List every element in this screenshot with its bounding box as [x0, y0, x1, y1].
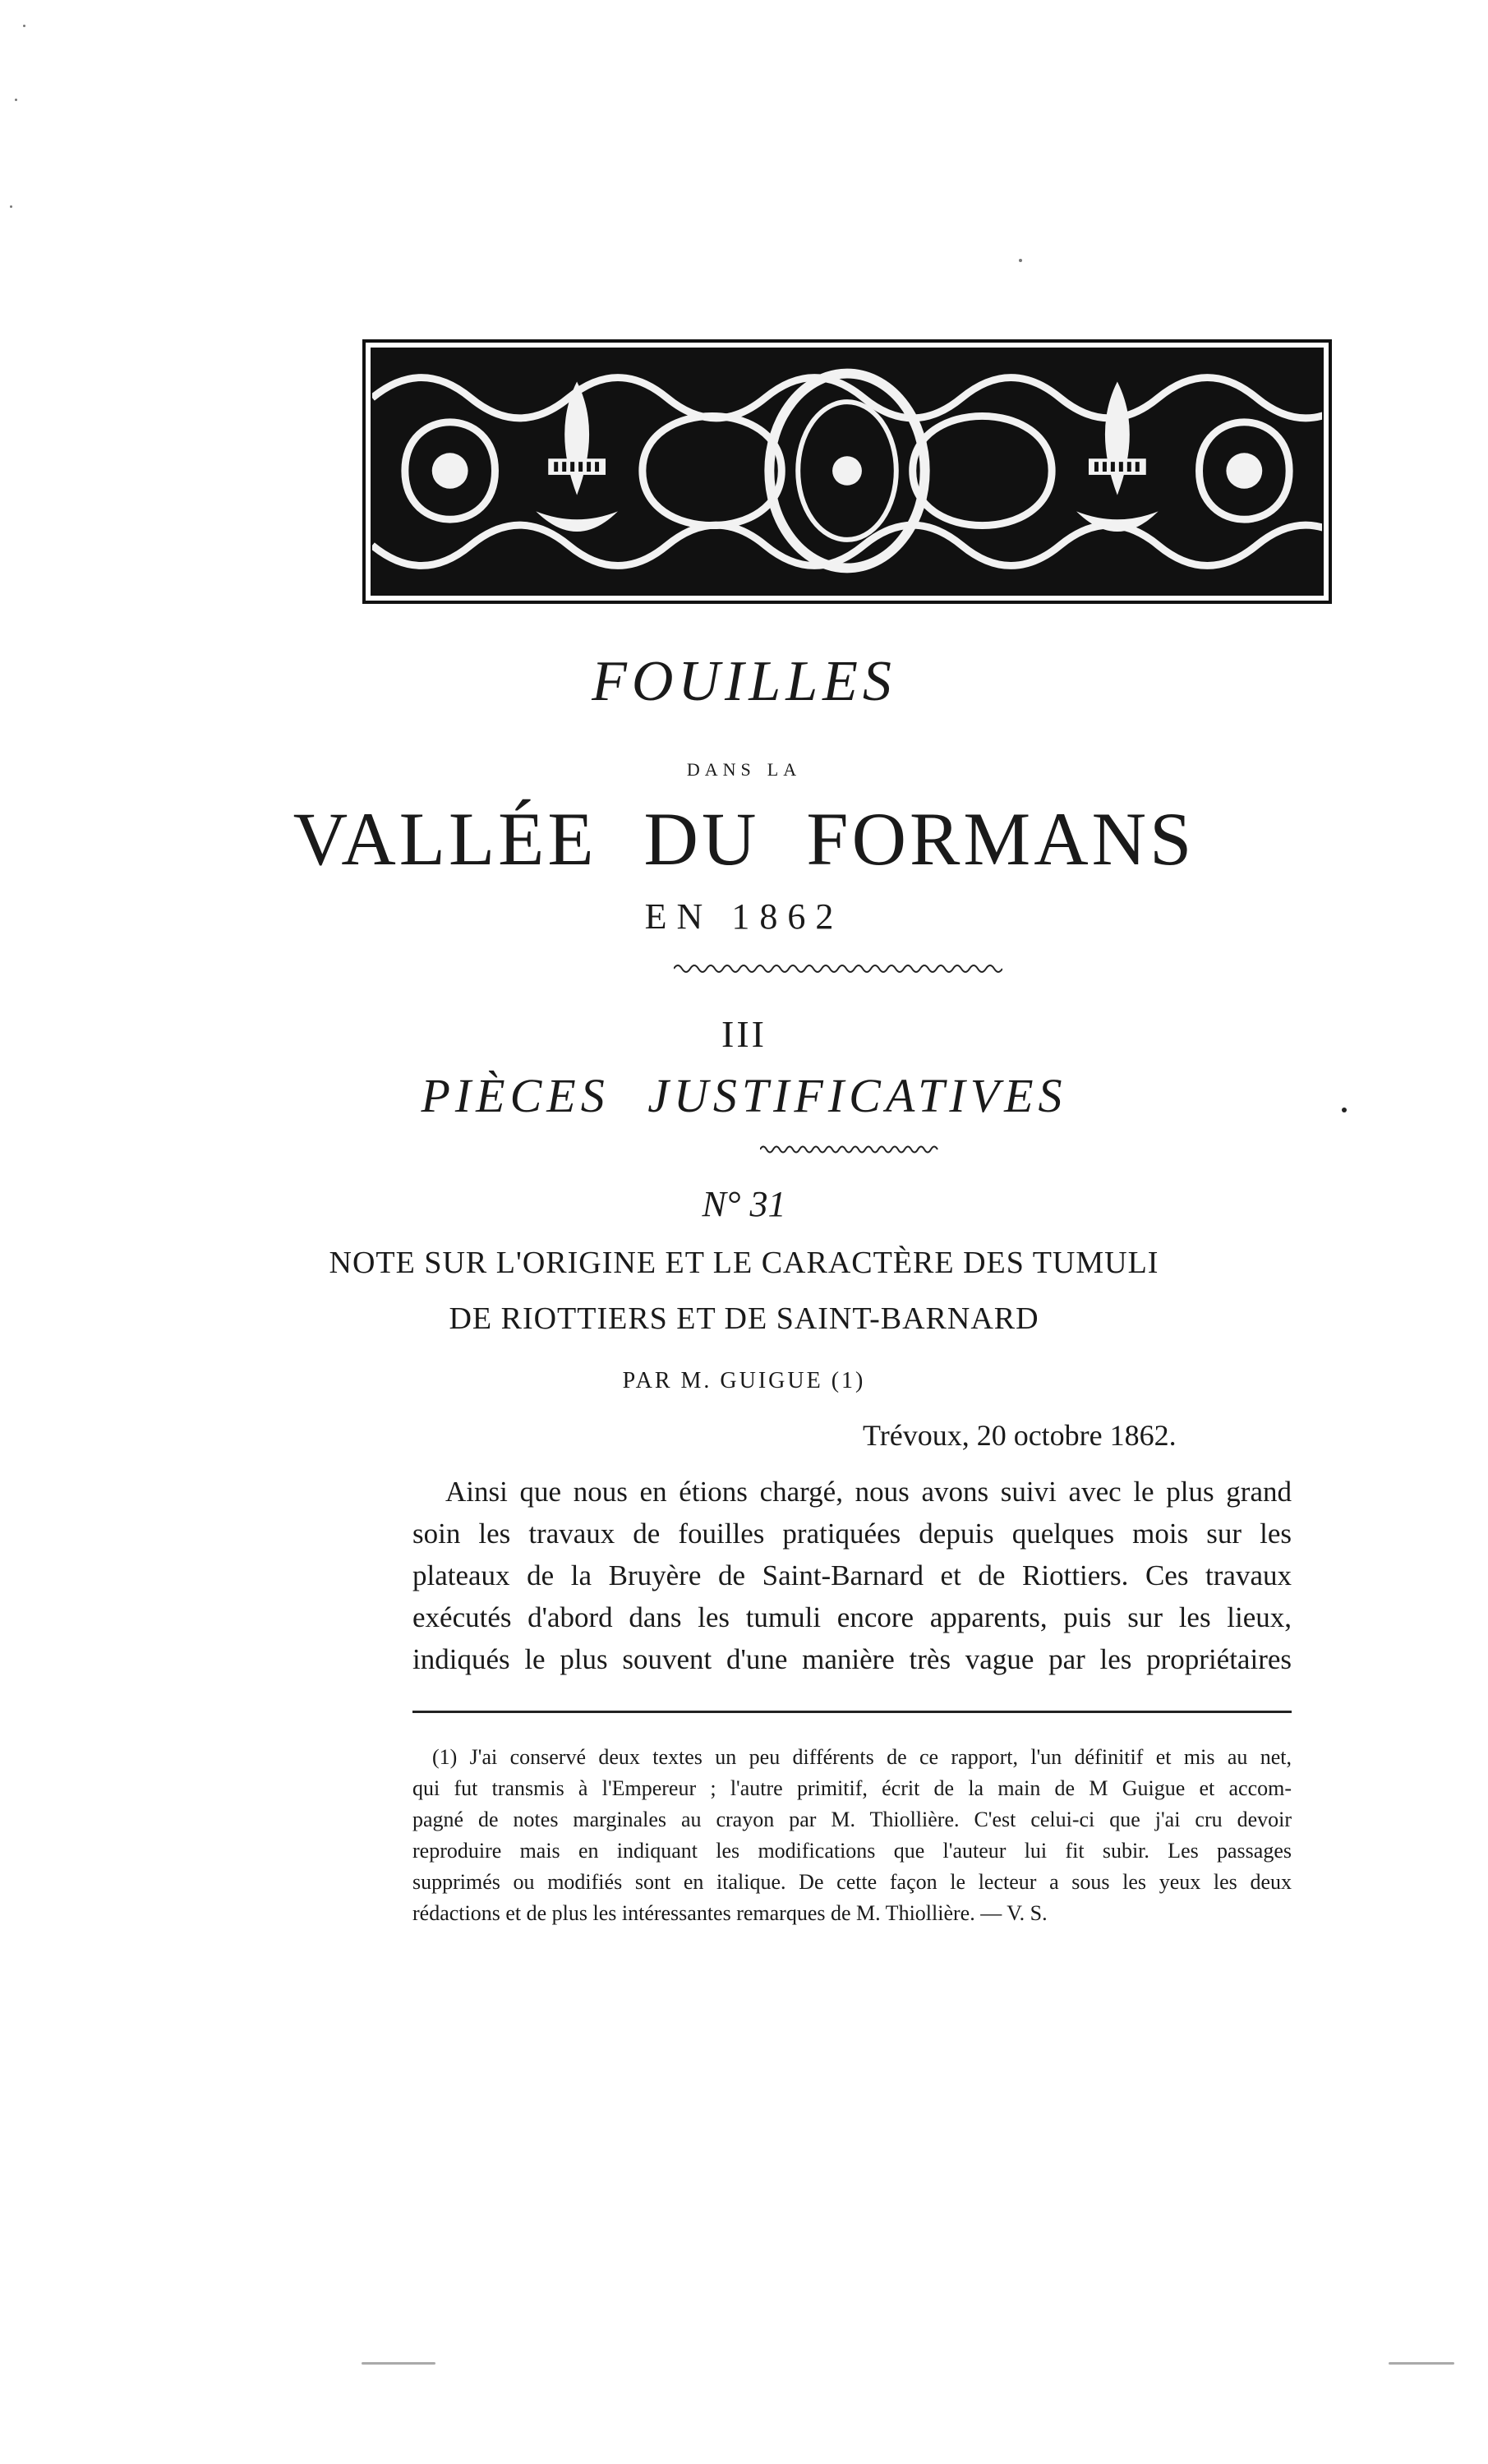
- wavy-divider: [674, 960, 1002, 978]
- body-line: Ainsi que nous en étions chargé, nous avons suivi avec le plus grand: [445, 1476, 1292, 1508]
- footnote-line: rédactions et de plus les intéressantes remarques de M. Thiollière. — V. S.: [412, 1901, 1048, 1925]
- place-date: Trévoux, 20 octobre 1862.: [863, 1419, 1177, 1452]
- document-title-line2: DE RIOTTIERS ET DE SAINT-BARNARD: [449, 1301, 1039, 1336]
- footnote-line: pagné de notes marginales au crayon par M. Thiollière. C'est celui-ci que j'ai cru devoir: [412, 1808, 1292, 1831]
- footnote-line: reproduire mais en indiquant les modifications que l'auteur lui fit subir. Les passages: [412, 1839, 1292, 1863]
- scan-speck: [1342, 1108, 1347, 1112]
- body-line: exécutés d'abord dans les tumuli encore apparents, puis sur les lieux,: [412, 1601, 1292, 1633]
- scan-speck: [1019, 259, 1022, 262]
- scan-speck: [15, 99, 17, 101]
- body-line: soin les travaux de fouilles pratiquées depuis quelques mois sur les: [412, 1518, 1292, 1550]
- footnote: [412, 1742, 1292, 1929]
- scan-speck: [362, 2362, 435, 2365]
- title-fouilles: FOUILLES: [592, 650, 896, 713]
- document-title-line1: NOTE SUR L'ORIGINE ET LE CARACTÈRE DES TUMULI: [329, 1246, 1159, 1280]
- footnote-line: supprimés ou modifiés sont en italique. De cette façon le lecteur a sous les yeux les deux: [412, 1870, 1292, 1894]
- body-paragraph: [412, 1471, 1292, 1680]
- ornament-pattern: [372, 349, 1322, 594]
- title-vallee: VALLÉE DU FORMANS: [293, 797, 1195, 881]
- document-author: PAR M. GUIGUE (1): [622, 1368, 866, 1393]
- body-line: plateaux de la Bruyère de Saint-Barnard et de Riottiers. Ces travaux: [412, 1559, 1292, 1591]
- footnote-rule: [412, 1711, 1292, 1713]
- section-number: III: [721, 1013, 767, 1055]
- footnote-line: (1) J'ai conservé deux textes un peu différents de ce rapport, l'un définitif et mis au net,: [432, 1745, 1292, 1769]
- footnote-line: qui fut transmis à l'Empereur ; l'autre primitif, écrit de la main de M Guigue et accom-: [412, 1776, 1292, 1800]
- scan-speck: [23, 25, 25, 27]
- body-line: indiqués le plus souvent d'une manière très vague par les propriétaires: [412, 1643, 1292, 1675]
- scan-speck: [1389, 2362, 1454, 2365]
- decorative-ornament-band: [362, 339, 1332, 604]
- section-heading: PIÈCES JUSTIFICATIVES: [421, 1069, 1067, 1122]
- title-dans-la: dans la: [686, 752, 802, 781]
- title-year: EN 1862: [644, 896, 844, 937]
- scan-speck: [10, 205, 12, 208]
- wavy-divider-small: [760, 1142, 941, 1157]
- document-number: N° 31: [702, 1184, 786, 1224]
